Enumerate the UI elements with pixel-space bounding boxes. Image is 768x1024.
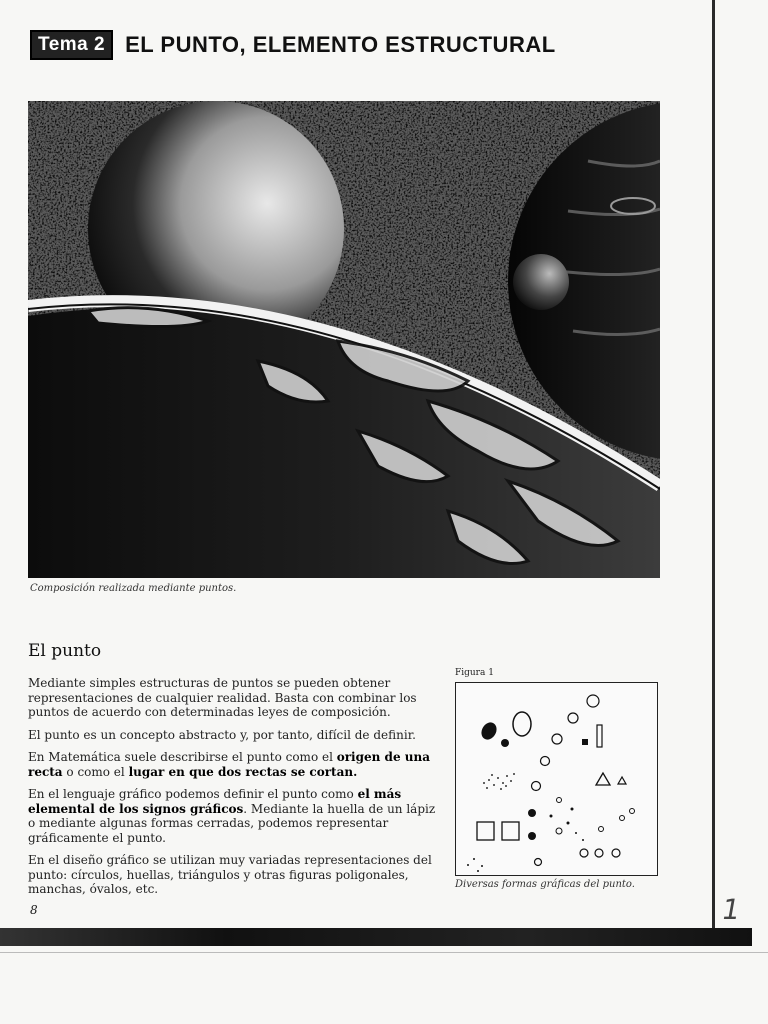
bold-phrase: lugar en que dos rectas se cortan. [128,764,358,779]
section-heading: El punto [28,641,102,661]
paragraph [28,676,438,720]
page-number: 8 [30,903,38,917]
paragraph [28,728,438,743]
space-illustration [28,101,660,578]
figure-1 [455,682,658,876]
text-run: o como el [62,764,129,779]
page-edge-line [712,0,715,928]
paragraph [28,750,438,779]
illustration-caption: Composición realizada mediante puntos. [30,583,237,594]
text-run: En Matemática suele describirse el punto como el [28,750,337,764]
figure-label: Figura 1 [455,668,494,678]
scan-shadow-band [0,928,752,946]
paragraph [28,853,438,897]
handwritten-mark: 1 [719,893,743,926]
paragraph [28,787,438,845]
point-shapes-figure [456,683,657,875]
planets-picture [28,101,660,578]
text-run: El punto es un concepto abstracto y, por tanto, difícil de definir. [28,727,416,742]
scan-bottom-line [0,952,768,953]
page-title: EL PUNTO, ELEMENTO ESTRUCTURAL [125,32,556,57]
text-run: En el diseño gráfico se utilizan muy variadas representaciones del punto: círculos, huellas, triángulos y otras figuras poligonales, manchas, óvalos, etc. [28,853,432,896]
bold-phrase: el más elemental de los signos gráficos [28,787,402,816]
topic-badge: Tema 2 [30,30,113,60]
text-run: . Mediante la huella de un lápiz o mediante algunas formas cerradas, podemos representar gráficamente el punto. [28,801,436,845]
figure-caption: Diversas formas gráficas del punto. [455,879,635,890]
bold-phrase: origen de una recta [28,750,430,779]
text-run: Mediante simples estructuras de puntos se pueden obtener representaciones de cualquier realidad. Basta con combinar los puntos de acuerdo con determinadas leyes de composición. [28,676,417,719]
page-header [30,30,556,60]
text-run: En el lenguaje gráfico podemos definir el punto como [28,787,358,801]
body-text [28,676,438,905]
